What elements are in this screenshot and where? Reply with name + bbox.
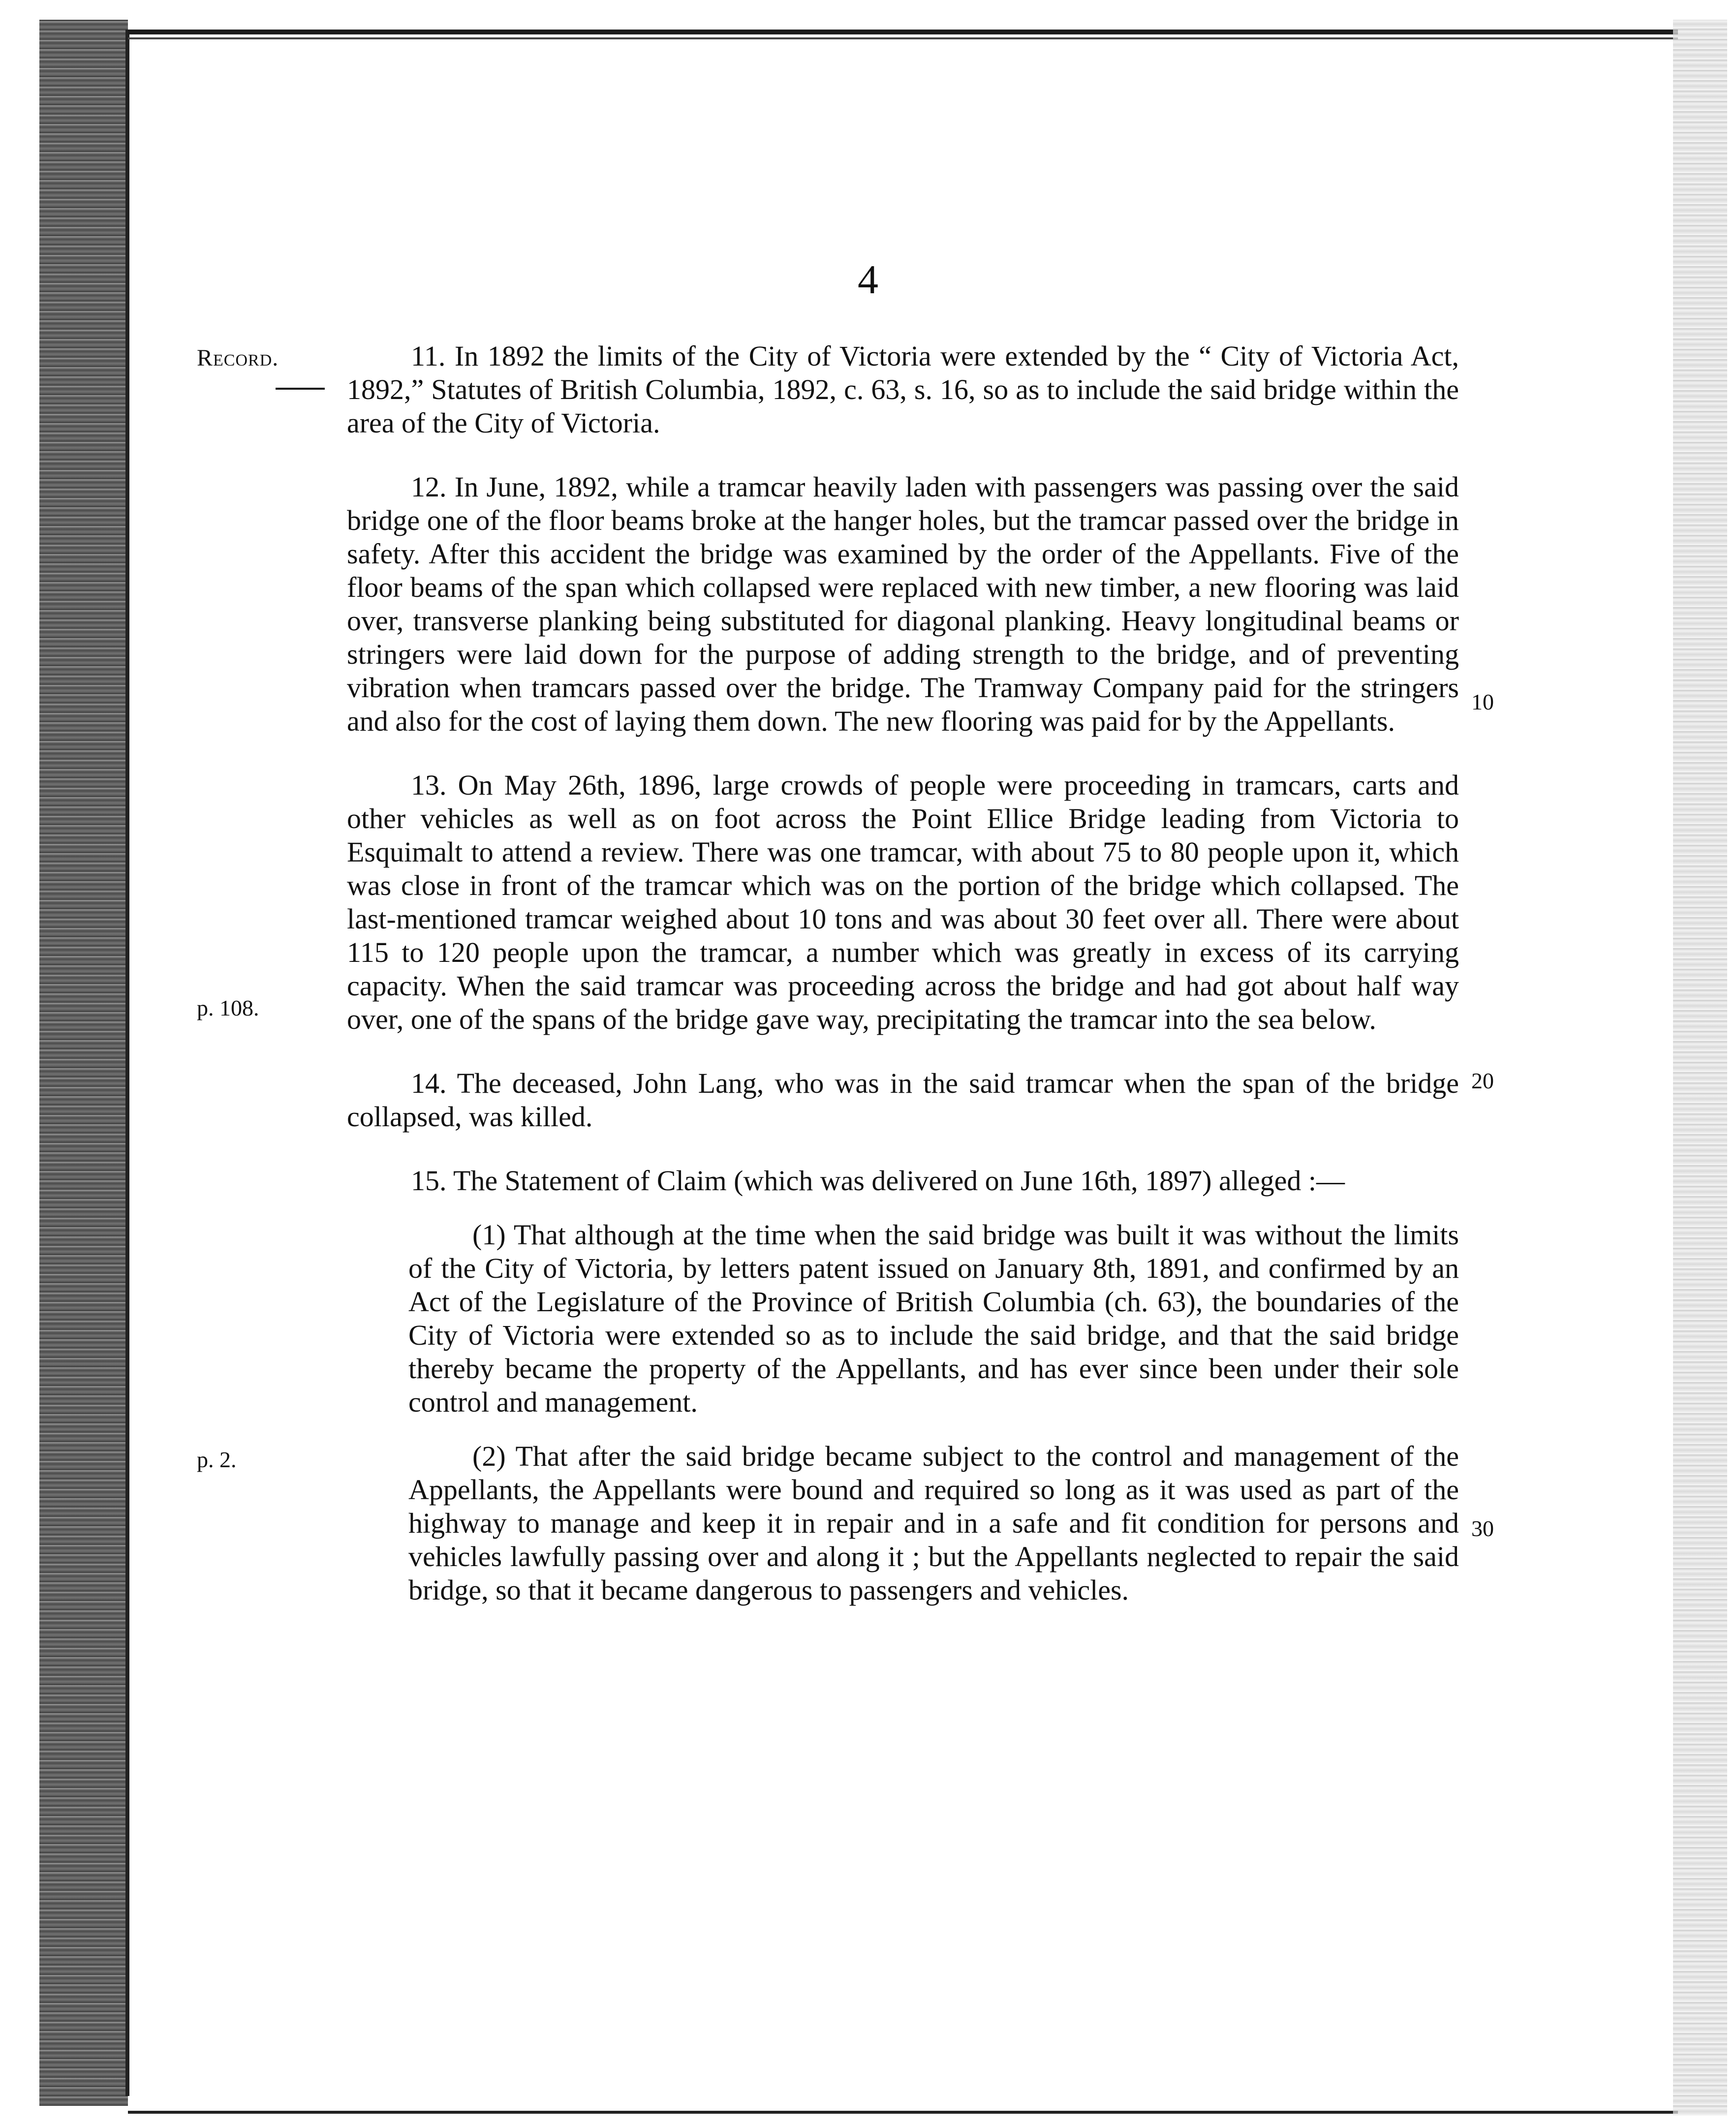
line-number-10: 10 bbox=[1471, 689, 1494, 714]
binding-edge bbox=[39, 20, 128, 2106]
bottom-border bbox=[128, 2111, 1678, 2114]
section-dash bbox=[276, 388, 325, 390]
binding-line bbox=[125, 30, 129, 2096]
paragraph-15: 15. The Statement of Claim (which was delivered on June 16th, 1897) alleged :— bbox=[411, 1165, 1345, 1197]
right-page-edge bbox=[1673, 20, 1727, 2116]
paragraph-11: 11. In 1892 the limits of the City of Victoria were extended by the “ City of Victoria Act, 1892,” Statutes of British Columbia, 1892, c. 63, s. 16, so as to include the said bridge within the area of the City of Victoria. bbox=[347, 340, 1459, 439]
margin-ref-p108: p. 108. bbox=[197, 995, 259, 1020]
line-number-20: 20 bbox=[1471, 1068, 1494, 1093]
subparagraph-1: (1) That although at the time when the said bridge was built it was without the limits of the City of Victoria, by letters patent issued on January 8th, 1891, and confirmed by an Act of the Legislature of the Province of British Columbia (ch. 63), the boundaries of the City of Victoria were extended so as to include the said bridge, and that the said bridge thereby became the property of the Appellants, and has ever since been under their sole control and management. bbox=[408, 1219, 1459, 1418]
section-label: Record. bbox=[197, 345, 279, 371]
paragraph-14: 14. The deceased, John Lang, who was in the said tramcar when the span of the bridge collapsed, was killed. bbox=[347, 1067, 1459, 1133]
paragraph-13: 13. On May 26th, 1896, large crowds of people were proceeding in tramcars, carts and other vehicles as well as on foot across the Point Ellice Bridge leading from Victoria to Esquimalt to attend a review. There was one tramcar, with about 75 to 80 people upon it, which was close in front of the tramcar which was on the portion of the bridge which collapsed. The last-mentioned tramcar weighed about 10 tons and was about 30 feet over all. There were about 115 to 120 people upon the tramcar, a number which was greatly in excess of its carrying capacity. When the said tramcar was proceeding across the bridge and had got about half way over, one of the spans of the bridge gave way, precipitating the tramcar into the sea below. bbox=[347, 769, 1459, 1035]
margin-ref-p2: p. 2. bbox=[197, 1447, 237, 1472]
document-body bbox=[347, 339, 1459, 1607]
line-number-30: 30 bbox=[1471, 1516, 1494, 1541]
page-number: 4 bbox=[858, 257, 878, 303]
top-border-thin bbox=[128, 37, 1678, 39]
paragraph-12: 12. In June, 1892, while a tramcar heavily laden with passengers was passing over the said bridge one of the floor beams broke at the hanger holes, but the tramcar passed over the bridge in safety. After this accident the bridge was examined by the order of the Appellants. Five of the floor beams of the span which collapsed were replaced with new timber, a new flooring was laid over, transverse planking being substituted for diagonal planking. Heavy longitudinal beams or stringers were laid down for the purpose of adding strength to the bridge, and of preventing vibration when tramcars passed over the bridge. The Tramway Company paid for the stringers and also for the cost of laying them down. The new flooring was paid for by the Appellants. bbox=[347, 471, 1459, 737]
top-border bbox=[128, 30, 1678, 34]
subparagraph-2: (2) That after the said bridge became subject to the control and management of the Appellants, the Appellants were bound and required so long as it was used as part of the highway to manage and keep it in repair and in a safe and fit condition for persons and vehicles lawfully passing over and along it ; but the Appellants neglected to repair the said bridge, so that it became dangerous to passengers and vehicles. bbox=[408, 1440, 1459, 1606]
